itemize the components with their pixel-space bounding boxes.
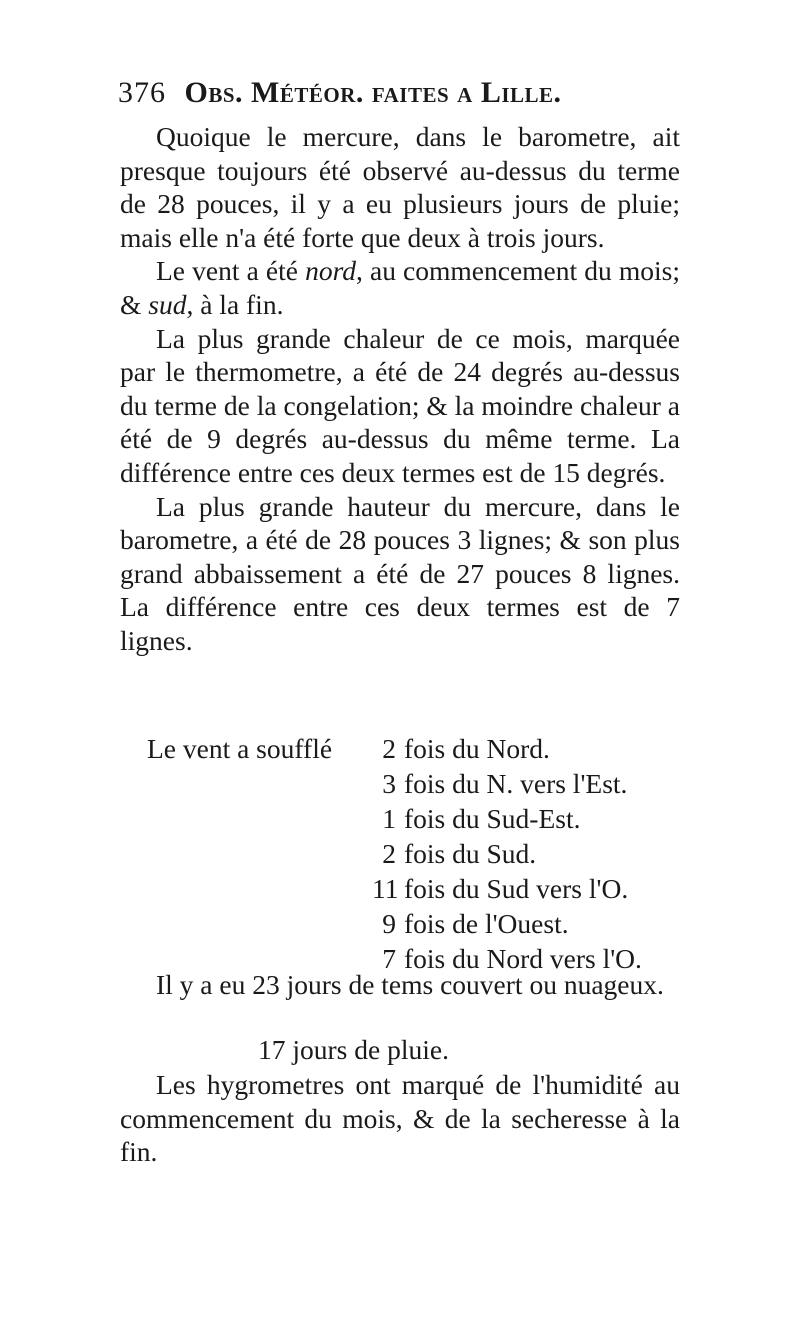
wind-row <box>372 837 536 871</box>
wind-count: 7 <box>382 943 396 974</box>
wind-word-sud: sud <box>148 288 187 320</box>
wind-direction: fois du Sud vers l'O. <box>404 873 629 904</box>
text-block-top <box>120 120 680 658</box>
text-block-cloudy <box>120 968 680 1002</box>
wind-row <box>372 907 569 941</box>
running-title: Obs. Météor. faites a Lille. <box>184 76 562 109</box>
paragraph-barometer-rain: Quoique le mercure, dans le barometre, ait presque toujours été observé au-dessus du terme de 28 pouces, il y a eu plusieurs jours de pluie; mais elle n'a été forte que deux à trois jours. <box>120 121 680 253</box>
wind-table-lead: Le vent a soufflé <box>147 733 333 764</box>
paragraph-mercury-height: La plus grande hauteur du mercure, dans le barometre, a été de 28 pouces 3 lignes; & son plus grand abbaissement a été de 27 pouces 8 lignes. La différence entre ces deux termes est de 7 lignes. <box>120 490 680 656</box>
wind-row <box>372 732 550 766</box>
wind-text-1: Le vent a été <box>156 255 306 287</box>
wind-direction: fois du Sud. <box>404 838 537 869</box>
paragraph-wind-direction <box>120 254 680 321</box>
wind-word-nord: nord <box>305 255 356 287</box>
wind-direction: fois du Sud-Est. <box>404 803 581 834</box>
wind-row <box>372 872 628 906</box>
paragraph-hygrometer: Les hygrometres ont marqué de l'humidité au commencement du mois, & de la secheresse à la fin. <box>120 1069 680 1168</box>
running-header <box>118 76 678 110</box>
wind-count: 3 <box>382 768 396 799</box>
wind-text-3: , à la fin. <box>186 288 284 320</box>
wind-count: 1 <box>382 803 396 834</box>
wind-row <box>372 802 580 836</box>
wind-direction: fois du Nord. <box>404 733 550 764</box>
rain-days-line: 17 jours de pluie. <box>258 1034 449 1065</box>
wind-count: 11 <box>372 873 399 904</box>
wind-text-2: , au commencement du mois; & <box>120 255 680 320</box>
page-number: 376 <box>118 76 166 109</box>
wind-count: 2 <box>382 733 396 764</box>
text-block-hygrometer <box>120 1068 680 1169</box>
paragraph-cloudy-days: Il y a eu 23 jours de tems couvert ou nuageux. <box>156 969 664 1000</box>
wind-count: 9 <box>382 908 396 939</box>
wind-row <box>372 767 627 801</box>
wind-count: 2 <box>382 838 396 869</box>
wind-direction: fois de l'Ouest. <box>404 908 569 939</box>
paragraph-heat: La plus grande chaleur de ce mois, marquée par le thermometre, a été de 24 degrés au-dessus du terme de la congelation; & la moindre chaleur a été de 9 degrés au-dessus du même terme. La différence entre ces deux termes est de 15 degrés. <box>120 322 680 488</box>
wind-direction: fois du Nord vers l'O. <box>404 943 642 974</box>
wind-direction: fois du N. vers l'Est. <box>404 768 628 799</box>
